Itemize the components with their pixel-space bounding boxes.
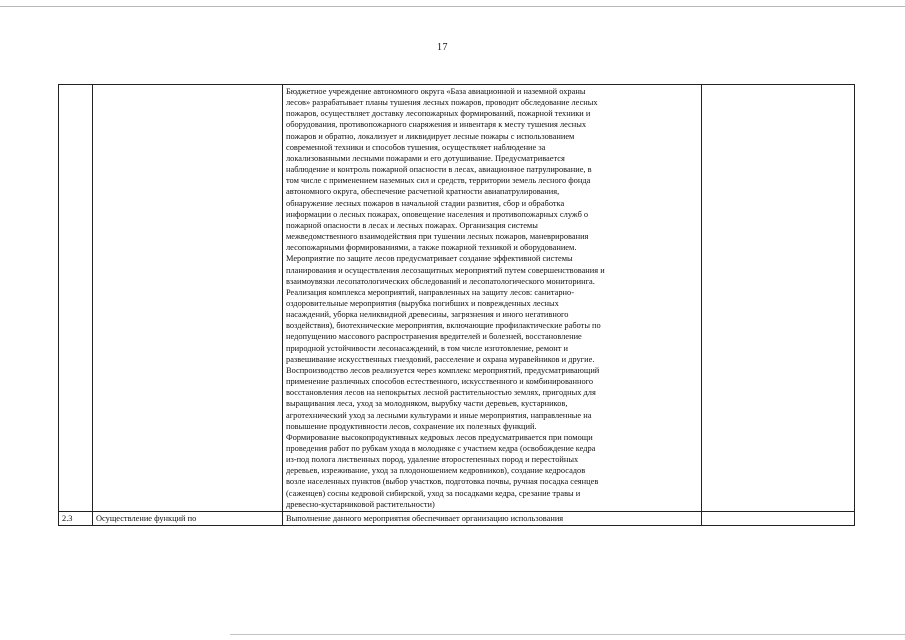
description-line: воздействия), биотехнические мероприятия, включающие профилактические работы по <box>286 321 601 331</box>
extra-cell <box>702 85 855 512</box>
description-line: возле населенных пунктов (выбор участков, подготовка почвы, ручная посадка сеянцев <box>286 477 599 487</box>
description-line: агротехнический уход за лесными культурами и иные мероприятия, направленные на <box>286 410 592 420</box>
description-line: информации о лесных пожарах, оповещение населения и противопожарных служб о <box>286 209 589 219</box>
description-line: пожаров, осуществляет доставку лесопожарных формирований, пожарной техники и <box>286 109 591 119</box>
description-line: пожарной опасности в лесах и лесных пожарах. Организация системы <box>286 220 538 230</box>
page-number: 17 <box>437 42 448 53</box>
description-line: взаимоувязки лесопатологических обследований и лесопатологического мониторинга. <box>286 276 595 286</box>
description-line: Мероприятие по защите лесов предусматривает создание эффективной системы <box>286 254 573 264</box>
description-line: из-под полога лиственных пород, удаление второстепенных пород и перестойных <box>286 455 579 465</box>
description-line: локализованными лесными пожарами и его дотушивание. Предусматривается <box>286 153 565 163</box>
row-number-cell: 2.3 <box>59 511 93 525</box>
description-line: оздоровительные мероприятия (вырубка погибших и поврежденных лесных <box>286 298 559 308</box>
description-line: Бюджетное учреждение автономного округа «База авиационной и наземной охраны <box>286 87 586 96</box>
description-line: Воспроизводство лесов реализуется через комплекс мероприятий, предусматривающий <box>286 365 600 375</box>
description-line: насаждений, уборка неликвидной древесины, загрязнения и иного негативного <box>286 310 569 320</box>
description-line: Формирование высокопродуктивных кедровых лесов предусматривается при помощи <box>286 432 593 442</box>
description-line: недопущению массового распространения вредителей и болезней, восстановление <box>286 332 582 342</box>
description-line: (саженцев) сосны кедровой сибирской, уход за посадками кедра, срезание травы и <box>286 488 581 498</box>
description-line: развешивание искусственных гнездовий, расселение и охрана муравейников и другие. <box>286 354 595 364</box>
description-line: автономного округа, обеспечение расчетной кратности авиапатрулирования, <box>286 187 560 197</box>
description-line: обнаружение лесных пожаров в начальной стадии развития, сбор и обработка <box>286 198 565 208</box>
row-number-cell <box>59 85 93 512</box>
scan-edge-bottom <box>230 634 905 635</box>
activity-name-cell: Осуществление функций по <box>93 511 283 525</box>
description-line: повышение продуктивности лесов, сохранение их полезных функций. <box>286 421 537 431</box>
description-line: восстановления лесов на непокрытых лесной растительностью землях, пригодных для <box>286 388 596 398</box>
description-line: лесов» разрабатывает планы тушения лесных пожаров, проводит обследование лесных <box>286 98 598 108</box>
description-line: том числе с применением наземных сил и средств, территории земель лесного фонда <box>286 176 591 186</box>
table-row <box>59 85 855 512</box>
table-row <box>59 511 855 525</box>
description-cell <box>283 85 702 512</box>
description-line: выращивания леса, уход за молодняком, вырубку части деревьев, кустарников, <box>286 399 568 409</box>
description-line: межведомственного взаимодействия при тушении лесных пожаров, маневрирования <box>286 232 589 242</box>
description-line: лесопожарными формированиями, а также пожарной техникой и оборудованием. <box>286 243 577 253</box>
description-line: современной техники и способов тушения, осуществляет наблюдение за <box>286 142 546 152</box>
description-line: планирования и осуществления лесозащитных мероприятий путем совершенствования и <box>286 265 605 275</box>
description-line: природной устойчивости лесонасаждений, в том числе изготовление, ремонт и <box>286 343 568 353</box>
description-line: проведения работ по рубкам ухода в молодняке с участием кедра (освобождение кедра <box>286 444 596 453</box>
description-line: деревьев, изреживание, уход за плодоношением кедровников), создание кедросадов <box>286 466 586 476</box>
activities-table <box>58 84 855 526</box>
description-cell: Выполнение данного мероприятия обеспечивает организацию использования <box>283 511 702 525</box>
extra-cell <box>702 511 855 525</box>
description-line: Реализация комплекса мероприятий, направленных на защиту лесов: санитарно- <box>286 287 574 297</box>
activity-name-cell <box>93 85 283 512</box>
description-text <box>286 86 698 510</box>
description-line: древесно-кустарниковой растительности) <box>286 499 435 509</box>
description-line: наблюдение и контроль пожарной опасности в лесах, авиационное патрулирование, в <box>286 165 592 175</box>
scan-edge-top <box>0 6 905 7</box>
description-line: применение различных способов естественного, искусственного и комбинированного <box>286 377 594 387</box>
description-line: оборудования, противопожарного снаряжения и инвентаря к месту тушения лесных <box>286 120 587 130</box>
description-line: пожаров и обратно, локализует и ликвидирует лесные пожары с использованием <box>286 131 575 141</box>
